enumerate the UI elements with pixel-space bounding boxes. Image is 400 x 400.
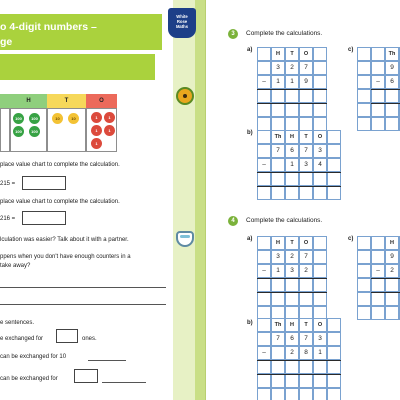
grid-header-cell: H: [285, 130, 299, 144]
grid-cell: [313, 186, 327, 200]
grid-cell: [271, 388, 285, 400]
sentence-1-end: ones.: [82, 336, 97, 342]
sentence-3-answer-line[interactable]: [102, 382, 146, 383]
grid-cell: [271, 117, 285, 131]
grid-cell: [357, 75, 371, 89]
q4-b-grid: [257, 318, 341, 400]
grid-digit-cell: 2: [285, 346, 299, 360]
grid-digit-cell: 9: [385, 250, 399, 264]
grid-cell: [357, 264, 371, 278]
one-counter: 1: [91, 112, 102, 123]
calc-1-answer-box[interactable]: [22, 176, 66, 190]
grid-cell: [327, 374, 341, 388]
grid-cell: [327, 158, 341, 172]
answer-rule: [371, 292, 400, 293]
grid-digit-cell: 6: [285, 144, 299, 158]
grid-answer-cell[interactable]: [327, 172, 341, 186]
grid-answer-cell[interactable]: [327, 360, 341, 374]
calc-1-text: 215 =: [0, 181, 16, 187]
grid-digit-cell: 3: [313, 332, 327, 346]
grid-cell: [257, 250, 271, 264]
grid-answer-cell[interactable]: [285, 360, 299, 374]
grid-cell: [271, 292, 285, 306]
grid-cell: [385, 103, 399, 117]
grid-answer-cell[interactable]: [385, 278, 399, 292]
grid-digit-cell: 7: [299, 61, 313, 75]
grid-cell: [385, 292, 399, 306]
logo-word: Maths: [175, 24, 189, 30]
grid-answer-cell[interactable]: [285, 172, 299, 186]
grid-answer-cell[interactable]: [299, 360, 313, 374]
grid-cell: [271, 103, 285, 117]
grid-cell: [327, 346, 341, 360]
grid-cell: [313, 292, 327, 306]
grid-header-cell: Th: [271, 318, 285, 332]
answer-rule: [257, 278, 327, 279]
sentence-2-answer-line[interactable]: [88, 360, 126, 361]
sentence-3-answer-box[interactable]: [74, 369, 98, 383]
minus-sign: –: [257, 75, 271, 89]
q3-a-grid: [257, 47, 327, 131]
grid-digit-cell: 2: [285, 61, 299, 75]
grid-digit-cell: 7: [271, 332, 285, 346]
grid-cell: [285, 388, 299, 400]
grid-cell: [257, 144, 271, 158]
grid-header-cell: H: [285, 318, 299, 332]
grid-header-cell: O: [313, 130, 327, 144]
title-strip: [0, 54, 155, 80]
instruction-5: e sentences.: [0, 320, 35, 326]
sentence-1-start: e exchanged for: [0, 336, 44, 342]
grid-digit-cell: 2: [385, 264, 399, 278]
grid-cell: [299, 388, 313, 400]
grid-cell: [357, 250, 371, 264]
answer-rule: [257, 172, 341, 173]
grid-cell: [371, 47, 385, 61]
minus-sign: –: [257, 346, 271, 360]
grid-digit-cell: 3: [271, 61, 285, 75]
grid-cell: [257, 117, 271, 131]
grid-cell: [313, 388, 327, 400]
minus-sign: –: [371, 264, 385, 278]
grid-header-cell: O: [313, 318, 327, 332]
grid-cell: [371, 292, 385, 306]
grid-header-cell: O: [299, 236, 313, 250]
grid-answer-cell[interactable]: [371, 278, 385, 292]
grid-cell: [357, 47, 371, 61]
grid-digit-cell: 1: [313, 346, 327, 360]
grid-cell: [327, 186, 341, 200]
one-counter: 1: [104, 125, 115, 136]
page-gutter: [205, 0, 206, 400]
grid-digit-cell: 1: [285, 158, 299, 172]
grid-answer-cell[interactable]: [271, 172, 285, 186]
grid-cell: [357, 117, 371, 131]
grid-answer-cell[interactable]: [285, 278, 299, 292]
grid-cell: [313, 264, 327, 278]
grid-cell: [313, 75, 327, 89]
q4-part-a-label: a): [247, 236, 253, 242]
grid-cell: [257, 47, 271, 61]
grid-answer-cell[interactable]: [257, 172, 271, 186]
page-spine-left: [173, 0, 195, 400]
grid-digit-cell: 7: [271, 144, 285, 158]
grid-header-cell: Th: [385, 47, 399, 61]
question-4-number: 4: [228, 216, 238, 226]
answer-rule: [371, 103, 400, 104]
one-counter: 1: [104, 112, 115, 123]
grid-answer-cell[interactable]: [299, 172, 313, 186]
grid-cell: [385, 117, 399, 131]
q3-part-b-label: b): [247, 130, 253, 136]
grid-cell: [313, 103, 327, 117]
grid-cell: [257, 61, 271, 75]
grid-cell: [371, 103, 385, 117]
grid-digit-cell: 6: [285, 332, 299, 346]
grid-cell: [313, 47, 327, 61]
grid-cell: [327, 130, 341, 144]
one-counter: 1: [91, 125, 102, 136]
grid-digit-cell: [271, 346, 285, 360]
grid-cell: [257, 236, 271, 250]
grid-cell: [299, 103, 313, 117]
grid-cell: [327, 388, 341, 400]
grid-digit-cell: 2: [299, 264, 313, 278]
grid-digit-cell: 7: [299, 332, 313, 346]
ladybug-icon: [176, 87, 194, 105]
ten-counter: 10: [68, 113, 79, 124]
grid-digit-cell: 3: [299, 158, 313, 172]
q4-part-c-label: c): [348, 236, 354, 242]
pv-header-ones: O: [86, 94, 117, 108]
q4-c-grid: [357, 236, 400, 320]
grid-answer-cell[interactable]: [257, 89, 271, 103]
grid-cell: [357, 103, 371, 117]
instruction-2: place value chart to complete the calculation.: [0, 199, 120, 205]
grid-cell: [313, 236, 327, 250]
white-rose-maths-logo: [168, 8, 196, 38]
hundred-counter: 100: [29, 113, 40, 124]
grid-cell: [257, 292, 271, 306]
sentence-1-answer-box[interactable]: [56, 329, 78, 343]
grid-cell: [285, 186, 299, 200]
hundred-counter: 100: [13, 113, 24, 124]
grid-digit-cell: 7: [299, 144, 313, 158]
grid-header-cell: H: [385, 236, 399, 250]
grid-cell: [271, 186, 285, 200]
grid-header-cell: T: [299, 130, 313, 144]
grid-answer-cell[interactable]: [257, 278, 271, 292]
grid-cell: [313, 250, 327, 264]
instruction-4a: ppens when you don't have enough counters in a: [0, 254, 131, 260]
q4-a-grid: [257, 236, 327, 320]
answer-rule: [257, 103, 327, 104]
grid-answer-cell[interactable]: [357, 278, 371, 292]
calc-2-text: 216 =: [0, 216, 16, 222]
question-3-number: 3: [228, 29, 238, 39]
sentence-2: can be exchanged for 10: [0, 354, 67, 360]
grid-cell: [357, 61, 371, 75]
one-counter: 1: [91, 138, 102, 149]
grid-answer-cell[interactable]: [257, 360, 271, 374]
answer-rule: [257, 186, 341, 187]
title-line-1: o 4-digit numbers –: [0, 21, 97, 33]
grid-cell: [371, 117, 385, 131]
pv-cell-thousands: [0, 108, 10, 152]
grid-answer-cell[interactable]: [271, 89, 285, 103]
title-line-2: ge: [0, 36, 13, 48]
grid-digit-cell: 2: [285, 250, 299, 264]
grid-digit-cell: 8: [299, 346, 313, 360]
pv-header-hundreds: H: [10, 94, 47, 108]
grid-digit-cell: 9: [299, 75, 313, 89]
pv-header-tens: T: [47, 94, 86, 108]
grid-cell: [327, 332, 341, 346]
grid-answer-cell[interactable]: [285, 89, 299, 103]
grid-cell: [285, 103, 299, 117]
grid-cell: [285, 117, 299, 131]
grid-cell: [257, 318, 271, 332]
answer-rule: [371, 89, 400, 90]
grid-header-cell: H: [271, 47, 285, 61]
grid-answer-cell[interactable]: [271, 278, 285, 292]
grid-header-cell: H: [271, 236, 285, 250]
grid-cell: [371, 250, 385, 264]
q4-part-b-label: b): [247, 320, 253, 326]
grid-answer-cell[interactable]: [313, 278, 327, 292]
grid-digit-cell: 1: [271, 264, 285, 278]
grid-digit-cell: 3: [285, 264, 299, 278]
grid-answer-cell[interactable]: [385, 89, 399, 103]
grid-digit-cell: 3: [271, 250, 285, 264]
grid-digit-cell: 3: [313, 144, 327, 158]
q3-part-a-label: a): [247, 47, 253, 53]
answer-rule: [257, 89, 327, 90]
page-spine-right: [195, 0, 205, 400]
answer-line[interactable]: [0, 304, 166, 305]
grid-header-cell: T: [299, 318, 313, 332]
grid-cell: [371, 236, 385, 250]
grid-cell: [299, 186, 313, 200]
grid-cell: [313, 117, 327, 131]
grid-answer-cell[interactable]: [313, 360, 327, 374]
grid-cell: [299, 374, 313, 388]
q3-part-c-label: c): [348, 47, 354, 53]
grid-cell: [371, 61, 385, 75]
grid-cell: [257, 332, 271, 346]
instruction-1: place value chart to complete the calculation.: [0, 162, 120, 168]
grid-answer-cell[interactable]: [299, 89, 313, 103]
grid-cell: [257, 130, 271, 144]
grid-answer-cell[interactable]: [271, 360, 285, 374]
grid-cell: [327, 144, 341, 158]
grid-cell: [313, 374, 327, 388]
grid-cell: [271, 374, 285, 388]
title-banner: [0, 14, 162, 50]
grid-cell: [357, 236, 371, 250]
grid-digit-cell: 7: [299, 250, 313, 264]
grid-cell: [257, 103, 271, 117]
grid-cell: [371, 306, 385, 320]
answer-rule: [257, 292, 327, 293]
grid-header-cell: O: [299, 47, 313, 61]
grid-header-cell: Th: [271, 130, 285, 144]
grid-answer-cell[interactable]: [313, 89, 327, 103]
logo-word: White: [176, 14, 188, 19]
grid-digit-cell: [271, 158, 285, 172]
grid-digit-cell: 6: [385, 75, 399, 89]
grid-cell: [257, 388, 271, 400]
minus-sign: –: [257, 158, 271, 172]
question-3-text: Complete the calculations.: [246, 30, 323, 37]
logo-word: Rose: [176, 19, 188, 25]
grid-cell: [327, 318, 341, 332]
q3-b-grid: [257, 130, 341, 200]
ten-counter: 10: [52, 113, 63, 124]
answer-rule: [257, 374, 341, 375]
grid-answer-cell[interactable]: [313, 172, 327, 186]
grid-answer-cell[interactable]: [357, 89, 371, 103]
grid-cell: [285, 374, 299, 388]
minus-sign: –: [371, 75, 385, 89]
answer-rule: [371, 278, 400, 279]
instruction-3: lculation was easier? Talk about it with a partner.: [0, 237, 129, 243]
hundred-counter: 100: [29, 126, 40, 137]
grid-cell: [385, 306, 399, 320]
grid-cell: [257, 374, 271, 388]
grid-digit-cell: 1: [271, 75, 285, 89]
calc-2-answer-box[interactable]: [22, 211, 66, 225]
grid-digit-cell: 9: [385, 61, 399, 75]
grid-cell: [313, 61, 327, 75]
grid-cell: [285, 292, 299, 306]
grid-answer-cell[interactable]: [299, 278, 313, 292]
answer-rule: [257, 360, 341, 361]
grid-header-cell: T: [285, 47, 299, 61]
grid-digit-cell: 1: [285, 75, 299, 89]
grid-cell: [357, 306, 371, 320]
grid-cell: [257, 186, 271, 200]
sentence-3: can be exchanged for: [0, 376, 58, 382]
grid-answer-cell[interactable]: [371, 89, 385, 103]
pv-header-thousands: [0, 94, 10, 108]
grid-cell: [299, 292, 313, 306]
minus-sign: –: [257, 264, 271, 278]
q3-c-grid: [357, 47, 400, 131]
question-4-text: Complete the calculations.: [246, 217, 323, 224]
answer-line[interactable]: [0, 287, 166, 288]
grid-cell: [299, 117, 313, 131]
grid-cell: [357, 292, 371, 306]
grid-digit-cell: 4: [313, 158, 327, 172]
instruction-4b: take away?: [0, 263, 31, 269]
hundred-counter: 100: [13, 126, 24, 137]
grid-header-cell: T: [285, 236, 299, 250]
